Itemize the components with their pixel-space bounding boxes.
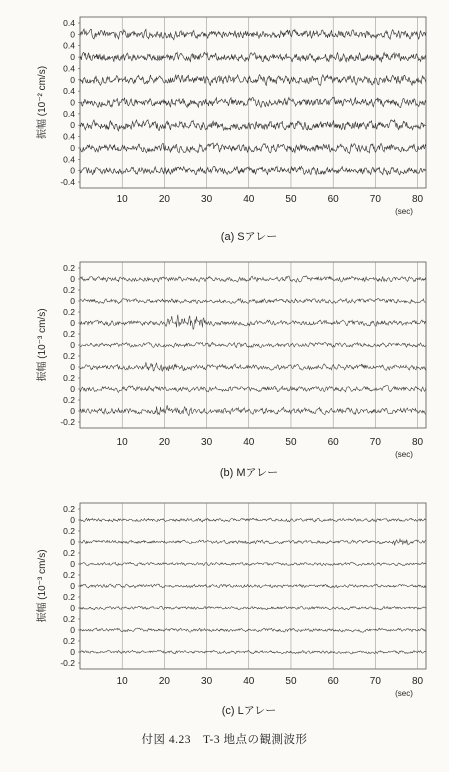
trace-7 bbox=[80, 405, 426, 415]
y-tick-label: 0.2 bbox=[63, 614, 75, 624]
y-axis-label: 振幅 (10⁻³ cm/s) bbox=[37, 549, 48, 623]
panel-caption: (c) Lアレー bbox=[221, 705, 277, 717]
y-tick-label: 0.2 bbox=[63, 504, 75, 514]
trace-2 bbox=[80, 539, 426, 545]
x-tick-label: 40 bbox=[243, 437, 255, 448]
y-tick-label: 0 bbox=[70, 362, 75, 372]
y-tick-label: -0.2 bbox=[60, 658, 75, 668]
x-tick-label: 70 bbox=[369, 194, 381, 205]
trace-1 bbox=[80, 276, 426, 282]
y-tick-label: 0.2 bbox=[63, 263, 75, 273]
y-tick-label: 0 bbox=[70, 296, 75, 306]
panel-caption: (b) Mアレー bbox=[219, 467, 279, 479]
y-tick-label: 0.4 bbox=[63, 63, 75, 74]
x-tick-label: 40 bbox=[243, 194, 255, 205]
y-tick-label: 0 bbox=[70, 74, 75, 85]
trace-7 bbox=[80, 166, 426, 174]
y-axis-label: 振幅 (10⁻³ cm/s) bbox=[37, 308, 48, 382]
y-tick-label: 0 bbox=[70, 52, 75, 63]
y-tick-label: 0.4 bbox=[63, 108, 75, 119]
trace-4 bbox=[80, 342, 426, 347]
y-tick-label: 0.2 bbox=[63, 592, 75, 602]
y-tick-label: -0.4 bbox=[60, 177, 75, 187]
y-tick-label: 0 bbox=[70, 142, 75, 153]
x-tick-label: 70 bbox=[369, 437, 381, 448]
y-tick-label: 0 bbox=[70, 29, 75, 40]
y-tick-label: 0.2 bbox=[63, 285, 75, 295]
x-unit-label: (sec) bbox=[395, 450, 413, 459]
x-tick-label: 20 bbox=[158, 194, 170, 205]
y-tick-label: -0.2 bbox=[60, 417, 75, 427]
panel-caption: (a) Sアレー bbox=[220, 231, 278, 243]
x-tick-label: 20 bbox=[158, 437, 170, 448]
chart-panel-3 bbox=[35, 503, 426, 717]
figure-caption: 付図 4.23 T-3 地点の観測波形 bbox=[141, 734, 308, 746]
trace-5 bbox=[80, 606, 426, 610]
y-tick-label: 0.4 bbox=[63, 131, 75, 142]
y-tick-label: 0 bbox=[70, 559, 75, 569]
y-tick-label: 0.4 bbox=[63, 40, 75, 51]
x-tick-label: 10 bbox=[116, 437, 128, 448]
trace-3 bbox=[80, 75, 426, 86]
trace-1 bbox=[80, 518, 426, 522]
x-tick-label: 10 bbox=[116, 676, 128, 687]
trace-3 bbox=[80, 315, 426, 330]
y-tick-label: 0 bbox=[70, 340, 75, 350]
plot-frame bbox=[80, 503, 426, 669]
trace-3 bbox=[80, 562, 426, 565]
trace-6 bbox=[80, 628, 426, 632]
x-tick-label: 50 bbox=[285, 676, 297, 687]
y-tick-label: 0 bbox=[70, 318, 75, 328]
trace-1 bbox=[80, 29, 426, 40]
x-tick-label: 30 bbox=[201, 194, 213, 205]
trace-6 bbox=[80, 143, 426, 154]
x-tick-label: 20 bbox=[158, 676, 170, 687]
y-tick-label: 0 bbox=[70, 384, 75, 394]
y-tick-label: 0.2 bbox=[63, 570, 75, 580]
y-tick-label: 0 bbox=[70, 97, 75, 108]
y-tick-label: 0 bbox=[70, 515, 75, 525]
y-axis-label: 振幅 (10⁻² cm/s) bbox=[37, 65, 48, 140]
x-unit-label: (sec) bbox=[395, 207, 413, 216]
y-tick-label: 0 bbox=[70, 165, 75, 176]
x-tick-label: 30 bbox=[201, 437, 213, 448]
y-tick-label: 0 bbox=[70, 406, 75, 416]
trace-5 bbox=[80, 120, 426, 131]
trace-2 bbox=[80, 52, 426, 62]
x-tick-label: 60 bbox=[327, 194, 339, 205]
trace-4 bbox=[80, 97, 426, 107]
y-tick-label: 0 bbox=[70, 625, 75, 635]
y-tick-label: 0 bbox=[70, 647, 75, 657]
y-tick-label: 0 bbox=[70, 603, 75, 613]
y-tick-label: 0.2 bbox=[63, 307, 75, 317]
x-tick-label: 50 bbox=[285, 437, 297, 448]
x-tick-label: 50 bbox=[285, 194, 297, 205]
y-tick-label: 0.2 bbox=[63, 351, 75, 361]
y-tick-label: 0.4 bbox=[63, 18, 75, 28]
y-tick-label: 0.4 bbox=[63, 154, 75, 165]
trace-5 bbox=[80, 363, 426, 372]
x-tick-label: 80 bbox=[411, 676, 424, 687]
y-tick-label: 0.2 bbox=[63, 636, 75, 646]
y-tick-label: 0 bbox=[70, 120, 75, 131]
y-tick-label: 0.2 bbox=[63, 395, 75, 405]
x-tick-label: 60 bbox=[327, 437, 339, 448]
y-tick-label: 0 bbox=[70, 537, 75, 547]
y-tick-label: 0.2 bbox=[63, 548, 75, 558]
x-tick-label: 10 bbox=[116, 194, 128, 205]
x-unit-label: (sec) bbox=[395, 689, 413, 698]
trace-2 bbox=[80, 299, 426, 304]
trace-6 bbox=[80, 386, 426, 393]
y-tick-label: 0.2 bbox=[63, 526, 75, 536]
y-tick-label: 0.4 bbox=[63, 86, 75, 97]
y-tick-label: 0 bbox=[70, 581, 75, 591]
trace-4 bbox=[80, 584, 426, 588]
x-tick-label: 80 bbox=[411, 194, 424, 205]
chart-panel-1 bbox=[35, 17, 426, 243]
x-tick-label: 70 bbox=[369, 676, 381, 687]
y-tick-label: 0 bbox=[70, 274, 75, 284]
x-tick-label: 60 bbox=[327, 676, 339, 687]
trace-7 bbox=[80, 650, 426, 654]
y-tick-label: 0.2 bbox=[63, 373, 75, 383]
x-tick-label: 30 bbox=[201, 676, 213, 687]
x-tick-label: 80 bbox=[411, 437, 424, 448]
x-tick-label: 40 bbox=[243, 676, 255, 687]
y-tick-label: 0.2 bbox=[63, 329, 75, 339]
chart-panel-2 bbox=[35, 262, 426, 479]
